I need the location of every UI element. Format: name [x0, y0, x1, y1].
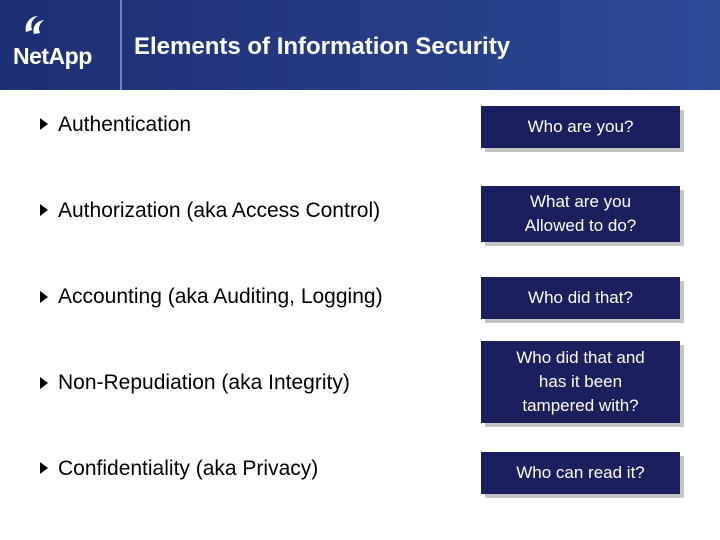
item-label: Confidentiality (aka Privacy) [58, 457, 319, 480]
answer-box: Who did that? [481, 277, 680, 319]
answer-box: What are you Allowed to do? [481, 186, 680, 242]
bullet-arrow-icon [40, 118, 48, 130]
bullet-arrow-icon [40, 462, 48, 474]
netapp-swirl-icon [22, 12, 48, 38]
answer-box: Who did that and has it been tampered with? [481, 341, 680, 423]
header-divider [120, 0, 122, 90]
item-label: Authentication [58, 113, 192, 136]
item-label: Authorization (aka Access Control) [58, 199, 381, 222]
bullet-arrow-icon [40, 377, 48, 389]
bullet-arrow-icon [40, 291, 48, 303]
answer-box: Who are you? [481, 106, 680, 148]
logo-text: NetApp [13, 43, 92, 69]
page-title: Elements of Information Security [134, 33, 511, 60]
item-label: Accounting (aka Auditing, Logging) [58, 285, 383, 308]
logo [0, 0, 120, 90]
answer-box: Who can read it? [481, 452, 680, 494]
bullet-arrow-icon [40, 204, 48, 216]
header-bar [0, 0, 720, 90]
item-label: Non-Repudiation (aka Integrity) [58, 371, 350, 394]
